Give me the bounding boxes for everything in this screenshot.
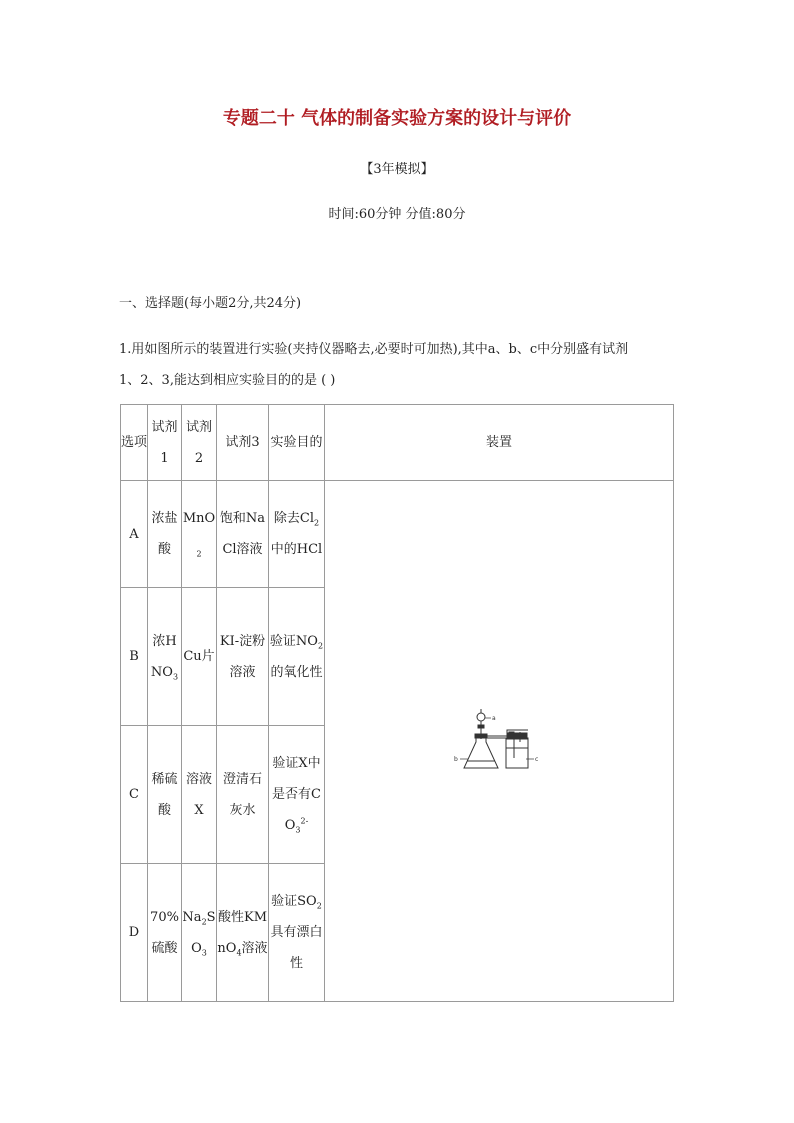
reagent-2-cell: Cu片 [182, 588, 217, 726]
header-option: 选项 [121, 405, 148, 481]
time-info: 时间:60分钟 分值:80分 [328, 207, 466, 222]
header-reagent-1: 试剂1 [148, 405, 182, 481]
option-cell: D [121, 864, 148, 1002]
question-text-line-2: 1、2、3,能达到相应实验目的的是 ( ) [119, 373, 336, 388]
section-heading: 一、选择题(每小题2分,共24分) [119, 296, 302, 311]
label-c: c [535, 756, 539, 763]
header-apparatus: 装置 [325, 405, 674, 481]
reagent-1-cell: 70%硫酸 [148, 864, 182, 1002]
purpose-cell: 验证X中是否有$CO_3^{2-}$ [269, 726, 325, 864]
option-cell: B [121, 588, 148, 726]
reagent-2-cell: 溶液X [182, 726, 217, 864]
gas-washing-bottle [506, 733, 528, 768]
reagent-1-cell: 稀硫酸 [148, 726, 182, 864]
page-subtitle: 【3年模拟】 [360, 162, 434, 177]
header-reagent-3: 试剂3 [217, 405, 269, 481]
conical-flask [464, 734, 498, 768]
label-a: a [492, 715, 496, 722]
table-header-row [121, 405, 674, 481]
purpose-cell: 验证$NO_2$的氧化性 [269, 588, 325, 726]
page-title: 专题二十 气体的制备实验方案的设计与评价 [222, 108, 572, 129]
reagent-3-cell: 酸性KMnO$_4$溶液 [217, 864, 269, 1002]
question-table [120, 404, 674, 1002]
reagent-3-cell: 饱和NaCl溶液 [217, 481, 269, 588]
reagent-2-cell: MnO$_2$ [182, 481, 217, 588]
reagent-1-cell: 浓$HNO_3$ [148, 588, 182, 726]
apparatus-diagram [454, 706, 544, 776]
label-b: b [454, 756, 458, 763]
question-text-line-1: 1.用如图所示的装置进行实验(夹持仪器略去,必要时可加热),其中a、b、c中分别盛有试剂 [119, 342, 629, 357]
reagent-2-cell: $Na_2SO_3$ [182, 864, 217, 1002]
reagent-3-cell: KI-淀粉溶液 [217, 588, 269, 726]
purpose-cell: 除去$Cl_2$中的HCl [269, 481, 325, 588]
option-cell: C [121, 726, 148, 864]
reagent-1-cell: 浓盐酸 [148, 481, 182, 588]
option-cell: A [121, 481, 148, 588]
apparatus-cell [325, 481, 674, 1002]
reagent-3-cell: 澄清石灰水 [217, 726, 269, 864]
header-purpose: 实验目的 [269, 405, 325, 481]
header-reagent-2: 试剂2 [182, 405, 217, 481]
table-row [121, 481, 674, 588]
purpose-cell: 验证$SO_2$具有漂白性 [269, 864, 325, 1002]
